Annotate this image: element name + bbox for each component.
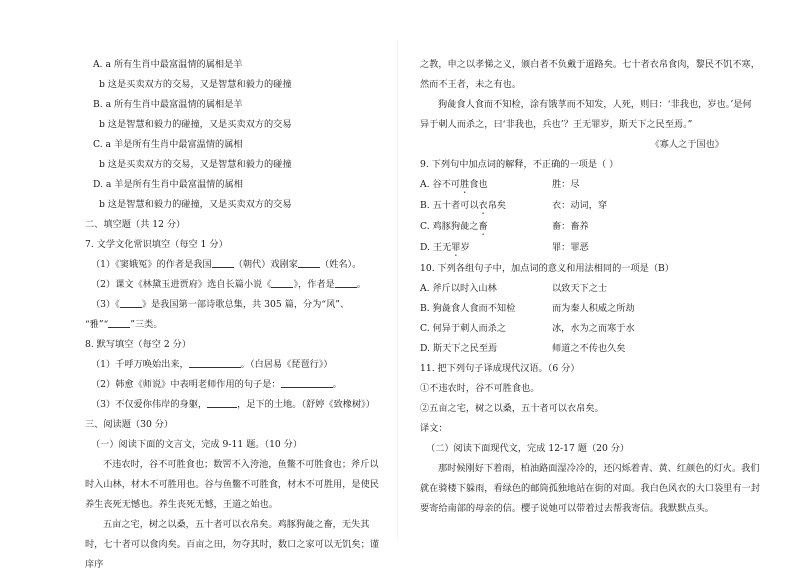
q10-c-right: 冰，水为之而寒于水 [552,323,635,334]
q9-d-pre: D. 王无 [420,242,452,253]
blank-poetry-collection[interactable] [120,296,142,308]
q10-c-left: C. 何异于刺人而杀之 [420,323,507,334]
q8-2-text-b: 。 [332,379,342,390]
q9-option-c [420,217,760,238]
left-column [85,55,385,575]
passage-4: 狗彘食人食而不知检，涂有饿莩而不知发，人死，则曰：‘非我也，岁也。’是何异于刺人而杀之，曰‘非我也，兵也’？王无罪岁，斯天下之民至焉。” [420,99,752,130]
q11-sentence-1: ①不违农时，谷不可胜食也。 [420,383,540,394]
option-a-line1: A. a 所有生肖中最富温情的属相是羊 [93,59,243,70]
q7-1-text-b: （朝代）戏剧家 [233,259,298,270]
right-column [420,55,760,519]
passage-source: 《寡人之于国也》 [650,139,724,150]
q7-3-cont-text-b: ”三类。 [130,319,163,330]
passage-5: 那时候刚好下着雨，柏油路面湿冷冷的，还闪烁着青、黄、红颜色的灯火。我们就在骑楼下躲雨，看绿色的邮筒孤独地站在街的对面。我白色风衣的大口袋里有一封要寄给南部的母亲的信。樱子说她可以带着过去帮我寄信。我默默点头。 [420,463,760,514]
q9-title: 9. 下列句中加点词的解释，不正确的一项是（ ） [420,159,619,170]
blank-q8-3[interactable] [207,396,237,408]
blank-novel[interactable] [271,276,293,288]
q7-3-cont [85,315,385,335]
q9-c-dotted: 畜 [478,221,488,232]
q8-1-text-b: 。（白居易《琵琶行》） [240,359,333,370]
q10-option-a [420,279,760,299]
q8-2 [85,375,385,395]
q8-title: 8. 默写填空（每空 2 分） [85,339,192,350]
translation-label: 译文： [420,423,448,434]
q10-d-right: 师道之不传也久矣 [552,343,626,354]
blank-third-category[interactable] [108,316,130,328]
q9-a-answer: 胜：尽 [552,179,580,190]
blank-novel-author[interactable] [335,276,357,288]
q9-d-post: 岁 [460,242,470,253]
q7-1-text-a: （1）《窦娥冤》的作者是我国 [91,259,212,270]
sub-1-title: （一）阅读下面的文言文，完成 9-11 题。（10 分） [91,439,303,450]
blank-dynasty[interactable] [212,256,234,268]
q10-b-left: B. 狗彘食人食而不知检 [420,303,516,314]
q7-2-text-b: 》，作者是 [293,279,335,290]
q9-option-b [420,196,760,217]
q9-b-answer: 衣：动词，穿 [552,200,608,211]
q10-title: 10. 下列各组句子中，加点词的意义和用法相同的一项是（B） [420,263,674,274]
q7-2 [85,275,385,295]
q11-title: 11. 把下列句子译成现代汉语。（6 分） [420,363,580,374]
q9-a-pre: A. 谷不可 [420,179,461,190]
q9-c-answer: 畜：畜养 [552,221,589,232]
option-a-line2: b 这是买卖双方的交易，又是智慧和毅力的碰撞 [99,79,292,90]
q7-1 [85,255,385,275]
q8-1-text-a: （1）千呼万唤始出来， [91,359,189,370]
q8-3-text-b: ，足下的土地。（舒婷《致橡树》） [237,399,375,410]
q7-3-cont-text-a: “雅”“ [85,319,109,330]
q9-d-answer: 罪：罪恶 [552,242,589,253]
q7-2-text-c: 。 [356,279,366,290]
q10-a-left: A. 斧斤以时入山林 [420,283,497,294]
q9-b-pre: B. 五十者可以 [420,200,479,211]
q10-a-right: 以致天下之士 [552,283,608,294]
option-b-line1: B. a 所有生肖中最富温情的属相是羊 [93,99,243,110]
q8-3-text-a: （3）不仅爱你伟岸的身躯， [91,399,208,410]
q7-1-text-c: （姓名）。 [320,259,362,270]
q9-a-post: 食也 [469,179,488,190]
q7-3 [85,295,385,315]
q9-option-d [420,238,760,259]
blank-q8-2[interactable] [281,376,333,388]
q7-title: 7. 文学文化常识填空（每空 1 分） [85,239,228,250]
option-b-line2: b 这是智慧和毅力的碰撞，又是买卖双方的交易 [99,119,292,130]
blank-author-name[interactable] [298,256,320,268]
q8-1 [85,355,385,375]
q9-d-dotted: 罪 [451,242,461,253]
option-c-line1: C. a 羊是所有生肖中最富温情的属相 [93,139,243,150]
q9-a-dotted: 胜 [460,179,470,190]
sub-2-title: （二）阅读下面现代文，完成 12-17 题（20 分） [426,443,630,454]
q11-sentence-2: ②五亩之宅，树之以桑，五十者可以衣帛矣。 [420,403,604,414]
section-2-title: 二、填空题（共 12 分） [85,219,186,230]
q10-option-b [420,299,760,319]
q10-option-d [420,339,760,359]
blank-q8-1[interactable] [189,356,241,368]
q9-c-pre: C. 鸡豚狗彘之 [420,221,479,232]
q10-option-c [420,319,760,339]
column-divider [397,40,398,540]
passage-3: 之教，申之以孝悌之义，颁白者不负戴于道路矣。七十者衣帛食肉，黎民不饥不寒，然而不王者，未之有也。 [420,59,760,90]
q8-3 [85,395,385,415]
option-c-line2: b 这是买卖双方的交易，又是智慧和毅力的碰撞 [99,159,292,170]
q9-b-post: 帛矣 [487,200,507,211]
q9-option-a [420,175,760,196]
q10-d-left: D. 斯天下之民至焉 [420,343,498,354]
option-d-line1: D. a 羊是所有生肖中最富温情的属相 [93,179,243,190]
q9-b-dotted: 衣 [478,200,488,211]
option-d-line2: b 这是智慧和毅力的碰撞，又是买卖双方的交易 [99,199,292,210]
q7-2-text-a: （2）课文《林黛玉进贾府》选自长篇小说《 [91,279,272,290]
q7-3-text-b: 》是我国第一部诗歌总集，共 305 篇，分为“风”、 [141,299,350,310]
q7-3-text-a: （3）《 [91,299,120,310]
q10-b-right: 而为秦人积威之所劫 [552,303,635,314]
passage-1: 不违农时，谷不可胜食也；数罟不入洿池，鱼鳖不可胜食也；斧斤以时入山林，材木不可胜用也。谷与鱼鳖不可胜食，材木不可胜用，是使民养生丧死无憾也。养生丧死无憾，王道之始也。 [85,459,379,510]
q8-2-text-a: （2）韩愈《师说》中表明老师作用的句子是： [91,379,281,390]
section-3-title: 三、阅读题（30 分） [85,419,174,430]
passage-2: 五亩之宅，树之以桑，五十者可以衣帛矣。鸡豚狗彘之畜，无失其时，七十者可以食肉矣。百亩之田，勿夺其时，数口之家可以无饥矣；谨庠序 [85,519,379,570]
